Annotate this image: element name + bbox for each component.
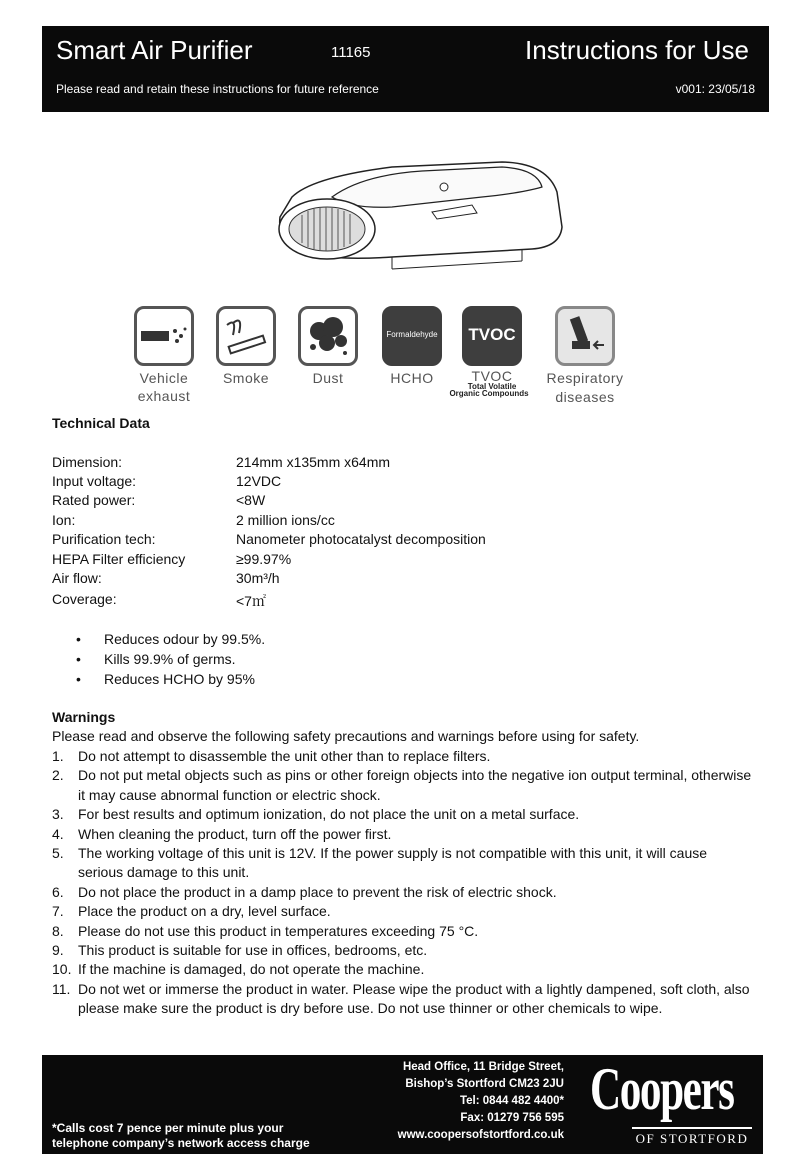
bullet-icon: •	[76, 651, 81, 667]
spec-label: Rated power:	[52, 492, 136, 508]
icon-smoke	[206, 306, 286, 387]
spec-label: Coverage:	[52, 591, 117, 607]
spec-value: Nanometer photocatalyst decomposition	[236, 531, 486, 547]
version-date: v001: 23/05/18	[675, 82, 755, 96]
spec-value: 2 million ions/cc	[236, 512, 335, 528]
spec-label: Dimension:	[52, 454, 123, 470]
inhaler-icon	[558, 309, 612, 363]
list-item: • Reduces odour by 99.5%.	[76, 631, 266, 647]
list-item: 9. This product is suitable for use in offices, bedrooms, etc.	[52, 942, 428, 959]
bullet-icon: •	[76, 631, 81, 647]
spec-label: Air flow:	[52, 570, 102, 586]
retain-note: Please read and retain these instructions for future reference	[56, 82, 379, 96]
pollutant-icon-strip	[122, 298, 642, 413]
exhaust-pipe-icon	[137, 309, 191, 363]
list-item: 6. Do not place the product in a damp place to prevent the risk of electric shock.	[52, 883, 557, 900]
tvoc-icon: TVOC	[468, 325, 516, 344]
head-office-address: Head Office, 11 Bridge Street, Bishop’s Stortford CM23 2JU Tel: 0844 482 4400* Fax: 01279 756 595 www.coopersofstortford.co.uk	[354, 1059, 564, 1144]
product-image	[272, 157, 572, 282]
list-item: • Kills 99.9% of germs.	[76, 651, 236, 667]
spec-value: 214mm x135mm x64mm	[236, 454, 391, 470]
icon-label: Respiratory diseases	[546, 370, 624, 405]
list-item: 2. Do not put metal objects such as pins or other foreign objects into the negative ion output terminal, otherwise it may cause abnormal function or electric shock.	[52, 767, 752, 803]
icon-hcho	[372, 306, 452, 387]
list-item: 4. When cleaning the product, turn off the power first.	[52, 825, 392, 842]
spec-value: 30m³/h	[236, 570, 280, 586]
call-cost-note: *Calls cost 7 pence per minute plus your telephone company’s network access charge	[52, 1121, 310, 1150]
list-item: 11. Do not wet or immerse the product in water. Please wipe the product with a lightly dampened, soft cloth, also please make sure the product is dry before use. Do not use thinner or other chemicals to wipe.	[52, 980, 750, 1017]
feature-bullets	[76, 629, 265, 689]
technical-data-heading: Technical Data	[52, 415, 150, 431]
warnings-list	[52, 747, 752, 1019]
icon-label: Vehicle exhaust	[137, 370, 191, 404]
spec-label: Ion:	[52, 512, 76, 528]
tvoc-subtitle-2: Organic Compounds	[449, 389, 529, 398]
icon-tvoc	[449, 306, 532, 398]
warnings-intro: Please read and observe the following safety precautions and warnings before using for safety.	[52, 728, 640, 744]
bullet-icon: •	[76, 671, 81, 687]
icon-respiratory	[540, 306, 630, 407]
icon-dust	[288, 306, 368, 387]
tvoc-subtitle-1: Total Volatile	[467, 382, 517, 391]
icon-label: HCHO	[390, 370, 434, 386]
brand-logo-subtitle: OF STORTFORD	[632, 1127, 752, 1147]
spec-value: 12VDC	[236, 473, 282, 489]
cigarette-icon	[219, 309, 273, 363]
list-item: 1. Do not attempt to disassemble the unit other than to replace filters.	[52, 748, 491, 764]
spec-label: Purification tech:	[52, 531, 156, 547]
list-item: 5. The working voltage of this unit is 12V. If the power supply is not compatible with this unit, it will cause serious damage to this unit.	[52, 845, 708, 881]
spec-value: <7㎡	[236, 593, 266, 609]
footer-bar	[42, 1055, 763, 1154]
brand-logo: Coopers	[590, 1056, 734, 1122]
list-item: 10. If the machine is damaged, do not operate the machine.	[52, 961, 425, 978]
document-type: Instructions for Use	[525, 35, 749, 65]
spec-value: <8W	[236, 492, 266, 508]
list-item: 8. Please do not use this product in temperatures exceeding 75 °C.	[52, 922, 479, 939]
list-item: 7. Place the product on a dry, level surface.	[52, 903, 331, 920]
spec-label: HEPA Filter efficiency	[52, 551, 186, 567]
icon-label: Smoke	[222, 370, 270, 386]
header-bar	[42, 26, 769, 112]
document-title: Smart Air Purifier	[56, 35, 253, 65]
spec-value: ≥99.97%	[236, 551, 292, 567]
icon-label: Dust	[312, 370, 344, 386]
dust-cloud-icon	[301, 309, 355, 363]
icon-vehicle-exhaust	[124, 306, 204, 405]
list-item: 3. For best results and optimum ionization, do not place the unit on a metal surface.	[52, 806, 580, 823]
website-link[interactable]: www.coopersofstortford.co.uk	[397, 1129, 564, 1141]
warnings-heading: Warnings	[52, 709, 116, 725]
formaldehyde-icon: Formaldehyde	[386, 330, 438, 339]
spec-label: Input voltage:	[52, 473, 137, 489]
product-code: 11165	[331, 44, 371, 61]
icon-label: TVOC	[471, 368, 513, 384]
list-item: • Reduces HCHO by 95%	[76, 671, 255, 687]
